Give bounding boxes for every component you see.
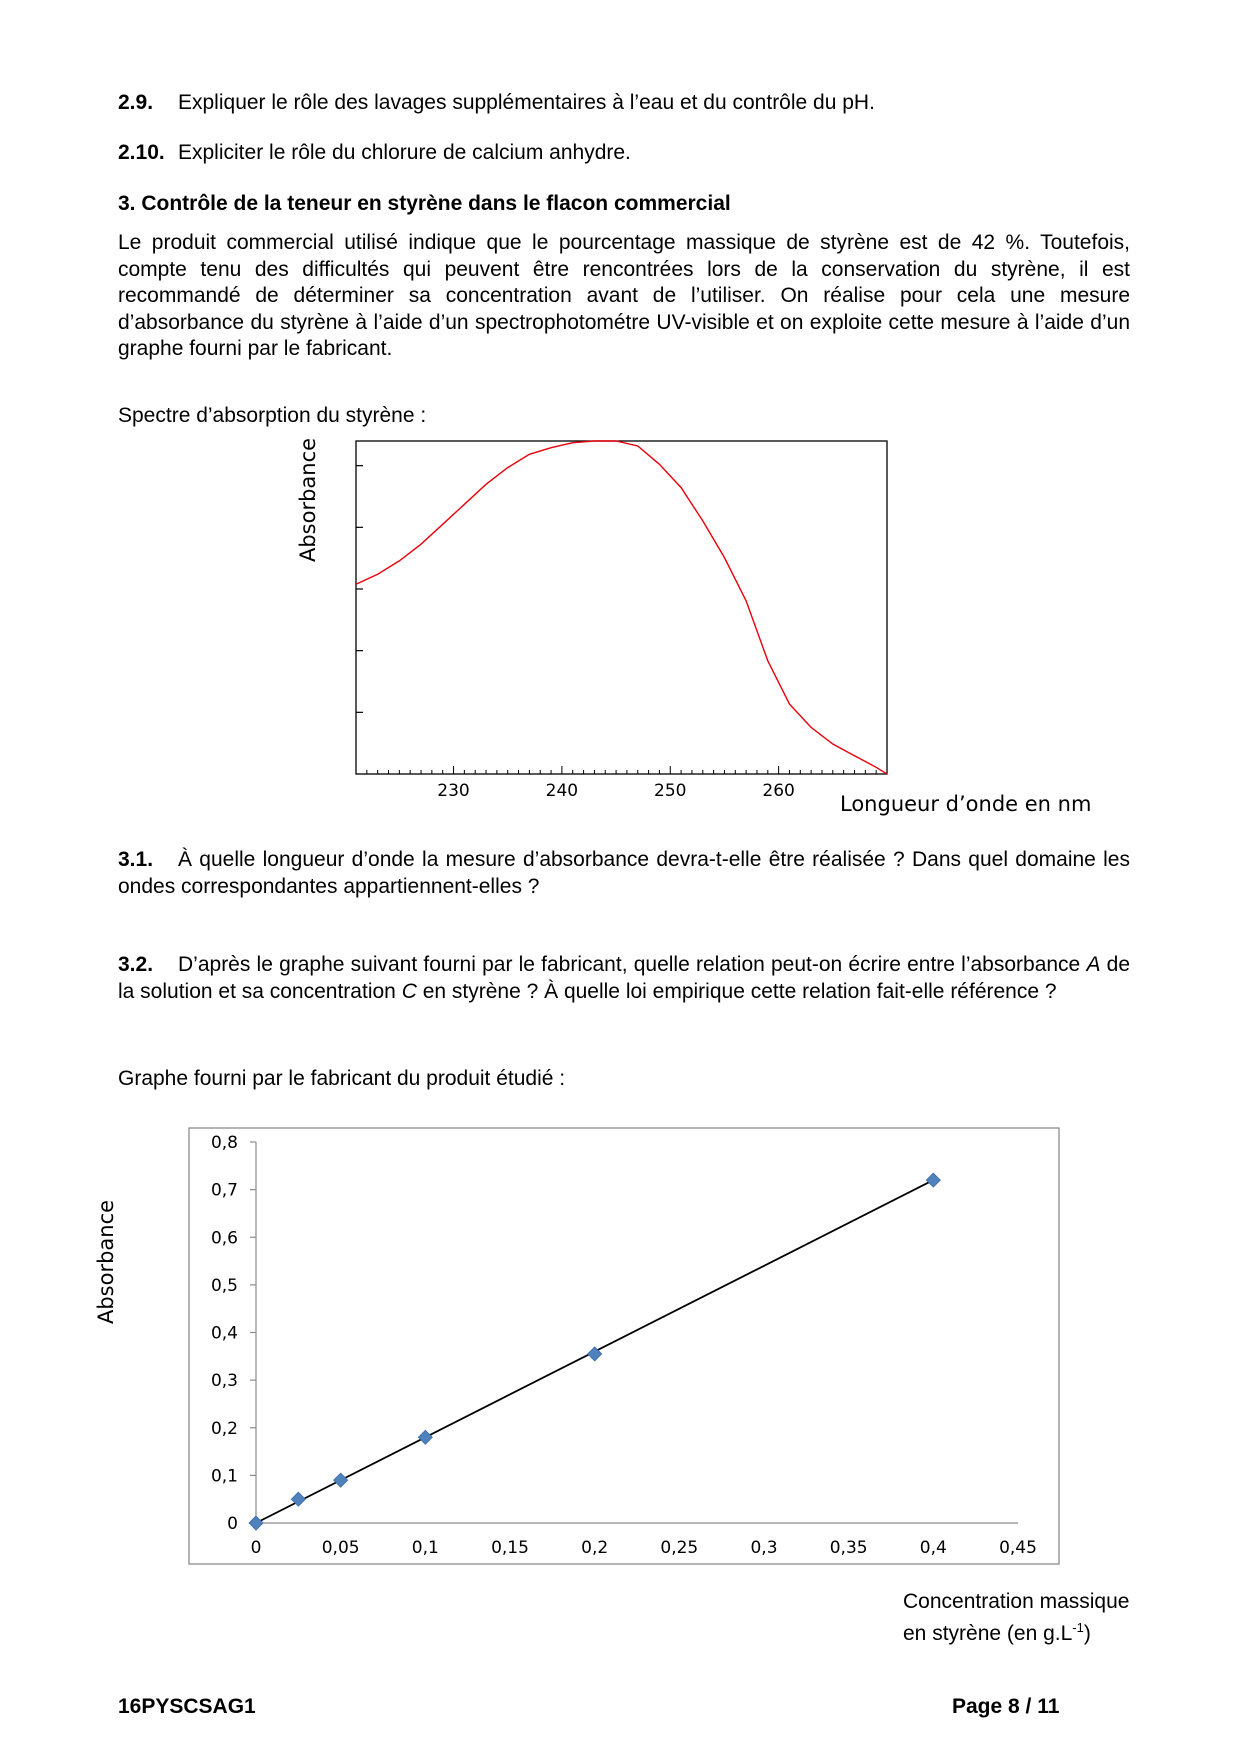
question-text: Expliquer le rôle des lavages supplémentaires à l’eau et du contrôle du pH. bbox=[178, 91, 875, 114]
x-label-line-2 bbox=[903, 1615, 1129, 1647]
calibration-frame bbox=[189, 1128, 1059, 1564]
question-text: À quelle longueur d’onde la mesure d’absorbance devra-t-elle être réalisée ? Dans quel domaine les ondes correspondantes appartiennent-elles ? bbox=[118, 848, 1130, 898]
calibration-y-tick-label: 0,1 bbox=[210, 1466, 238, 1487]
calibration-y-tick-label: 0,5 bbox=[210, 1275, 238, 1296]
spectrum-x-tick-label: 240 bbox=[545, 781, 579, 801]
x-label-unit: en styrène (en g.L bbox=[903, 1622, 1073, 1645]
calibration-y-tick-label: 0,8 bbox=[210, 1133, 238, 1153]
question-text-part: en styrène ? À quelle loi empirique cette relation fait-elle référence ? bbox=[416, 979, 1057, 1003]
spectrum-curve bbox=[356, 441, 887, 774]
calibration-x-tick-label: 0,4 bbox=[919, 1538, 947, 1558]
x-label-line-1: Concentration massique bbox=[903, 1590, 1130, 1613]
question-text-part: de la solution et sa concentration bbox=[118, 953, 1130, 1003]
calibration-y-tick-label: 0,6 bbox=[210, 1228, 238, 1249]
variable-c: C bbox=[401, 979, 417, 1003]
question-3-2 bbox=[118, 952, 1130, 1005]
calibration-x-tick-label: 0 bbox=[250, 1538, 262, 1558]
spectrum-caption: Spectre d’absorption du styrène : bbox=[118, 404, 427, 427]
question-text-part: D’après le graphe suivant fourni par le fabricant, quelle relation peut-on écrire entre l’absorbance bbox=[178, 953, 1087, 976]
calibration-x-tick-label: 0,1 bbox=[411, 1538, 439, 1558]
calibration-x-tick-label: 0,15 bbox=[491, 1538, 529, 1558]
x-label-exponent: -1 bbox=[1072, 1620, 1084, 1635]
footer-code: 16PYSCSAG1 bbox=[118, 1695, 256, 1718]
spectrum-y-label: Absorbance bbox=[296, 437, 320, 563]
question-number: 3.1. bbox=[118, 848, 154, 871]
spectrum-x-label: Longueur d’onde en nm bbox=[840, 792, 1092, 816]
calibration-x-tick-label: 0,2 bbox=[581, 1538, 609, 1558]
question-text: Expliciter le rôle du chlorure de calcium anhydre. bbox=[178, 141, 631, 164]
section-3-intro: Le produit commercial utilisé indique que le pourcentage massique de styrène est de 42 %. Toutefois, compte tenu des difficultés qui peuvent être rencontrées lors de la conservation du styrène, il est recommandé de déterminer sa concentration avant de l’utiliser. On réalise pour cela une mesure d’absorbance du styrène à l’aide d’un spectrophotométre UV-visible et on exploite cette mesure à l’aide d’un graphe fourni par le fabricant. bbox=[118, 231, 1130, 360]
variable-a: A bbox=[1086, 953, 1101, 976]
calibration-y-tick-label: 0,3 bbox=[210, 1371, 238, 1392]
question-number: 2.9. bbox=[118, 91, 154, 114]
calibration-x-label bbox=[903, 1589, 1129, 1647]
calibration-y-label: Absorbance bbox=[94, 1199, 118, 1325]
spectrum-x-tick-label: 250 bbox=[654, 781, 687, 801]
question-number: 2.10. bbox=[118, 141, 165, 164]
spectrum-chart bbox=[0, 0, 1240, 830]
calibration-y-tick-label: 0 bbox=[227, 1514, 238, 1534]
calibration-y-tick-labels bbox=[211, 1133, 238, 1534]
calibration-y-tick-label: 0,2 bbox=[210, 1418, 238, 1439]
calibration-x-tick-label: 0,3 bbox=[750, 1538, 778, 1558]
calibration-x-tick-label: 0,25 bbox=[660, 1538, 699, 1558]
calibration-x-tick-label: 0,05 bbox=[321, 1538, 360, 1558]
calibration-chart bbox=[0, 1100, 1240, 1660]
graph-caption: Graphe fourni par le fabricant du produit étudié : bbox=[118, 1067, 566, 1090]
spectrum-x-tick-labels bbox=[437, 781, 795, 801]
calibration-x-tick-label: 0,35 bbox=[829, 1538, 868, 1558]
calibration-x-tick-label: 0,45 bbox=[999, 1538, 1037, 1558]
section-3-title: 3. Contrôle de la teneur en styrène dans le flacon commercial bbox=[118, 192, 731, 215]
calibration-y-tick-label: 0,7 bbox=[210, 1180, 238, 1201]
question-number: 3.2. bbox=[118, 953, 154, 976]
x-label-close: ) bbox=[1083, 1622, 1091, 1645]
footer-page: Page 8 / 11 bbox=[952, 1695, 1060, 1718]
question-3-1 bbox=[118, 847, 1130, 900]
calibration-y-tick-label: 0,4 bbox=[210, 1323, 238, 1344]
spectrum-ticks bbox=[356, 466, 887, 774]
spectrum-x-tick-label: 230 bbox=[437, 781, 470, 801]
spectrum-x-tick-label: 260 bbox=[762, 781, 795, 801]
